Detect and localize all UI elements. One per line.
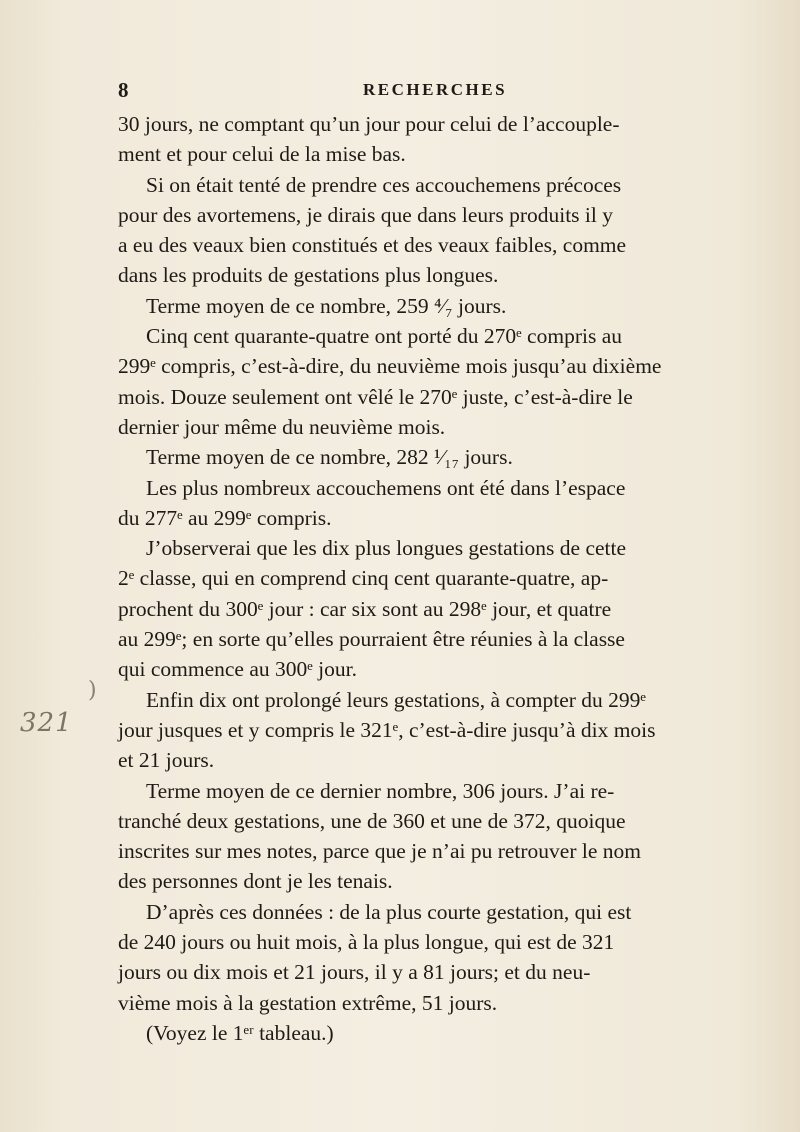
text-line: au 299ᵉ; en sorte qu’elles pourraient être réunies à la classe <box>118 627 625 652</box>
text-line: jours ou dix mois et 21 jours, il y a 81 jours; et du neu- <box>118 960 591 985</box>
text-line: dans les produits de gestations plus longues. <box>118 263 499 288</box>
text-line: a eu des veaux bien constitués et des veaux faibles, comme <box>118 233 627 258</box>
text-line: D’après ces données : de la plus courte gestation, qui est <box>146 899 632 924</box>
text-line: Les plus nombreux accouchemens ont été dans l’espace <box>146 475 626 500</box>
text-line: ment et pour celui de la mise bas. <box>118 142 406 167</box>
margin-annotation: 321 <box>20 708 73 738</box>
text-line: jour jusques et y compris le 321ᵉ, c’est-à-dire jusqu’à dix mois <box>118 717 656 742</box>
text-line: mois. Douze seulement ont vêlé le 270ᵉ juste, c’est-à-dire le <box>118 384 633 409</box>
text-line: Cinq cent quarante-quatre ont porté du 270ᵉ compris au <box>146 324 622 349</box>
page-header <box>118 78 788 102</box>
text-line: 2ᵉ classe, qui en comprend cinq cent quarante-quatre, ap- <box>118 566 609 591</box>
text-line: Terme moyen de ce dernier nombre, 306 jours. J’ai re- <box>146 778 615 803</box>
text-line: pour des avortemens, je dirais que dans leurs produits il y <box>118 202 613 227</box>
text-line: (Voyez le 1ᵉʳ tableau.) <box>146 1020 334 1045</box>
text-line: 299ᵉ compris, c’est-à-dire, du neuvième mois jusqu’au dixième <box>118 354 662 379</box>
text-line: des personnes dont je les tenais. <box>118 869 393 894</box>
page-number: 8 <box>118 78 129 102</box>
body-text <box>118 109 788 1048</box>
text-line: qui commence au 300ᵉ jour. <box>118 657 357 682</box>
text-line: Si on était tenté de prendre ces accouchemens précoces <box>146 172 622 197</box>
text-line: du 277ᵉ au 299ᵉ compris. <box>118 505 332 530</box>
text-line: et 21 jours. <box>118 748 215 773</box>
text-line: J’observerai que les dix plus longues gestations de cette <box>146 536 627 561</box>
text-line: Enfin dix ont prolongé leurs gestations, à compter du 299ᵉ <box>146 687 646 712</box>
text-line: inscrites sur mes notes, parce que je n’ai pu retrouver le nom <box>118 839 641 864</box>
text-line: vième mois à la gestation extrême, 51 jours. <box>118 990 498 1015</box>
text-line: 30 jours, ne comptant qu’un jour pour celui de l’accouple- <box>118 112 620 136</box>
text-line: prochent du 300ᵉ jour : car six sont au 298ᵉ jour, et quatre <box>118 596 612 621</box>
running-title: RECHERCHES <box>363 80 508 99</box>
text-line: dernier jour même du neuvième mois. <box>118 414 446 439</box>
text-line: tranché deux gestations, une de 360 et une de 372, quoique <box>118 808 626 833</box>
text-line: Terme moyen de ce nombre, 282 ¹⁄₁₇ jours. <box>146 445 513 470</box>
margin-mark: ) <box>88 678 97 703</box>
text-line: Terme moyen de ce nombre, 259 ⁴⁄₇ jours. <box>146 293 507 318</box>
text-line: de 240 jours ou huit mois, à la plus longue, qui est de 321 <box>118 930 615 955</box>
